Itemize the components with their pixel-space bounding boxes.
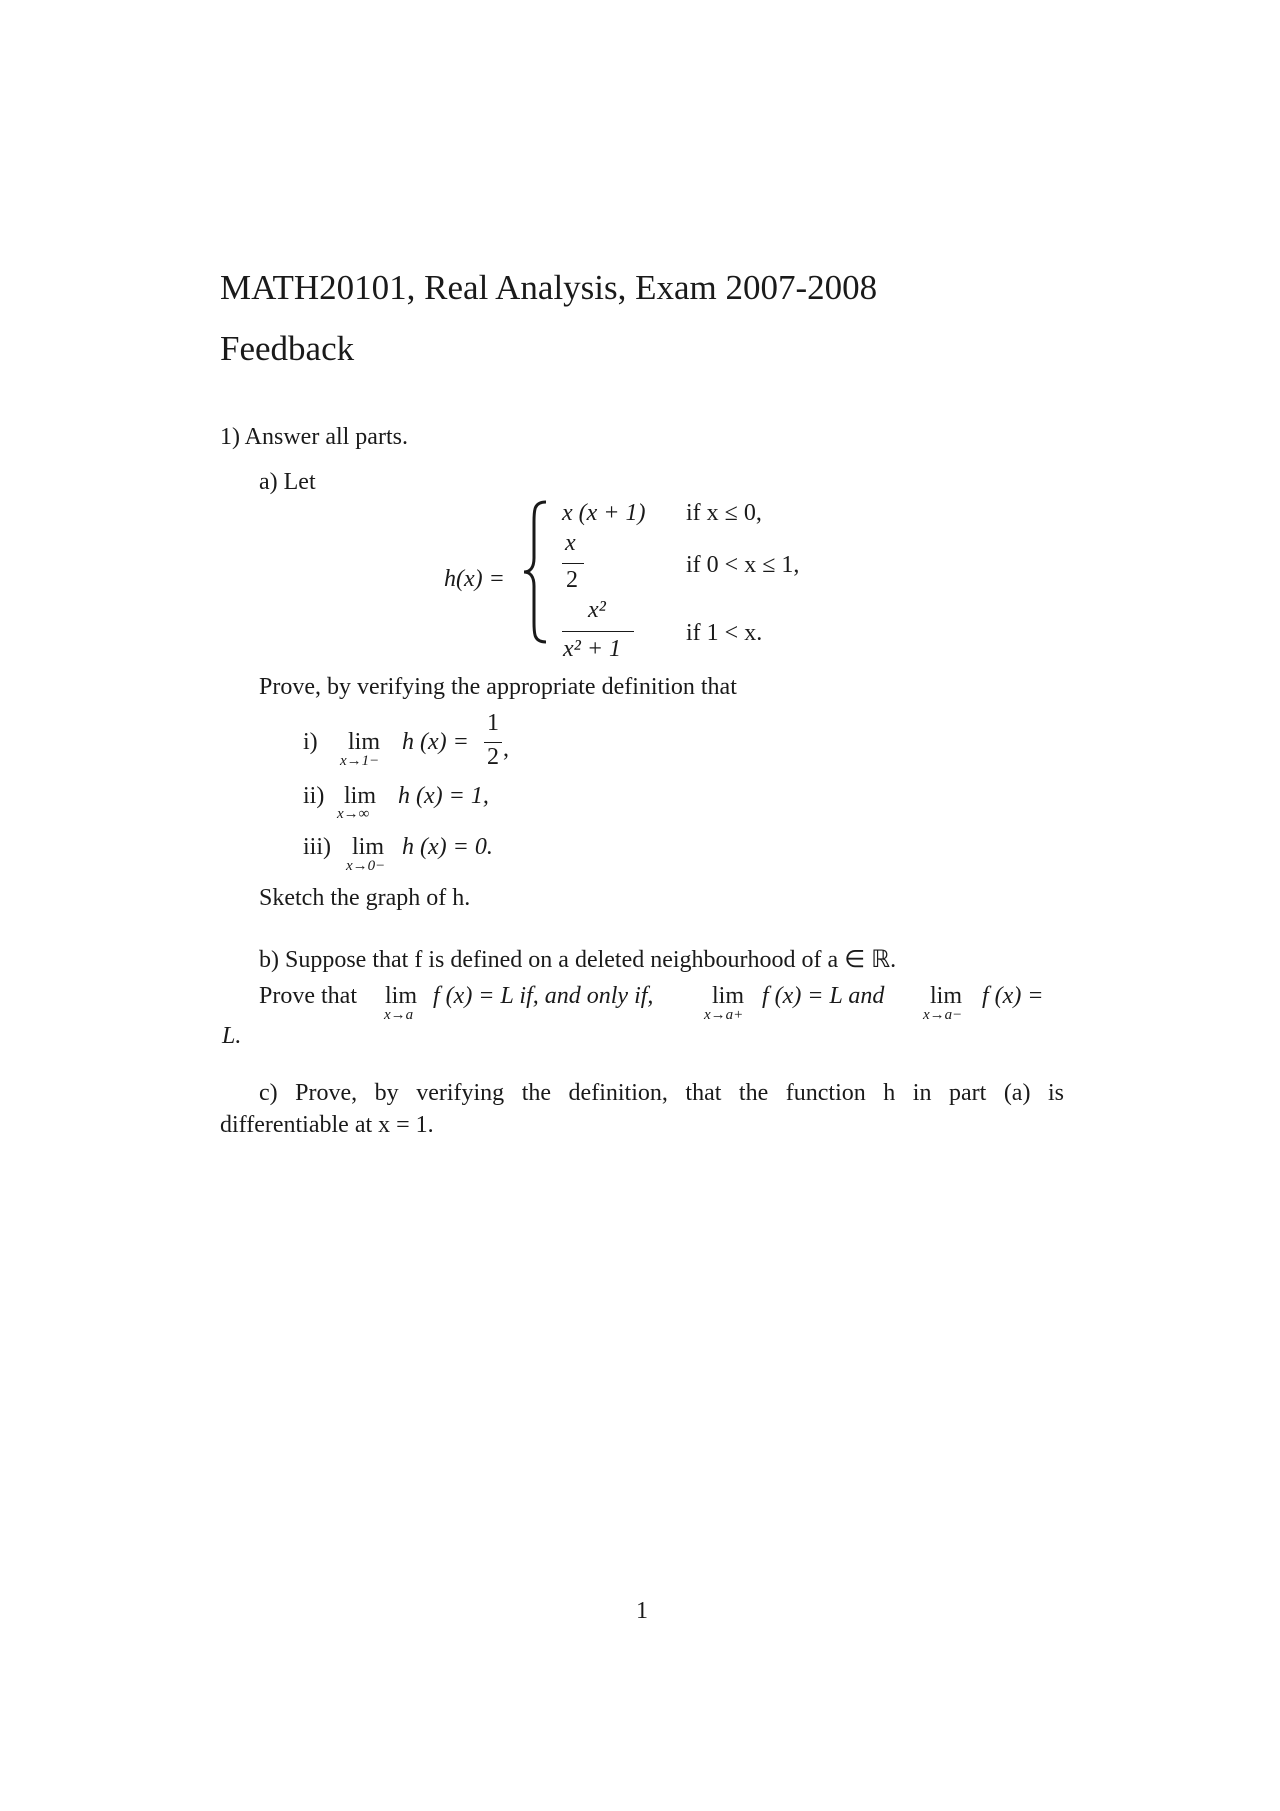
case-3-fraction-bar [562,631,634,632]
part-b-lim-1: lim [385,983,418,1009]
part-b-subscript-1: x→a [384,1007,414,1023]
case-2-denominator: 2 [566,567,578,593]
limit-iii-expression: h (x) = 0. [402,834,493,860]
limit-ii-label: ii) [303,783,325,809]
limit-i-expression: h (x) = [402,729,469,755]
case-3-condition: if 1 < x. [686,620,763,646]
part-b-line-3: L. [222,1023,242,1049]
limit-iii-lim: lim [352,834,385,860]
sketch-instruction: Sketch the graph of h. [259,885,471,911]
function-lhs: h(x) = [444,566,505,592]
limit-i-comma: , [503,736,509,762]
limit-i-rhs-denominator: 2 [487,744,499,770]
limit-iii-subscript: x→0− [346,858,386,874]
case-2-numerator: x [565,530,576,556]
part-b-lim-3: lim [930,983,963,1009]
part-b-line-1: b) Suppose that f is defined on a deleted neighbourhood of a ∈ ℝ. [259,947,897,973]
page-number: 1 [636,1598,648,1624]
case-1-expression: x (x + 1) [562,500,646,526]
page-title: MATH20101, Real Analysis, Exam 2007-2008 [220,268,878,307]
part-b-subscript-3: x→a− [923,1007,963,1023]
part-b-lim-2: lim [712,983,745,1009]
case-3-denominator: x² + 1 [563,636,622,662]
limit-iii-label: iii) [303,834,331,860]
limit-i-subscript: x→1− [340,753,380,769]
part-b-expression-2: f (x) = L and [762,983,885,1009]
part-b-expression-1: f (x) = L if, and only if, [433,983,654,1009]
part-b-subscript-2: x→a+ [704,1007,744,1023]
left-brace-icon [522,500,552,645]
page-subtitle: Feedback [220,329,355,368]
limit-i-label: i) [303,729,318,755]
case-1-condition: if x ≤ 0, [686,500,762,526]
part-b-prove-prefix: Prove that [259,983,357,1009]
limit-i-lim: lim [348,729,381,755]
case-2-fraction-bar [562,563,584,564]
part-c-line-1: c) Prove, by verifying the definition, that the function h in part (a) is [259,1080,1064,1106]
part-c-line-2: differentiable at x = 1. [220,1112,434,1138]
question-1-intro: 1) Answer all parts. [220,424,408,450]
prove-instruction: Prove, by verifying the appropriate definition that [259,674,737,700]
limit-ii-expression: h (x) = 1, [398,783,489,809]
case-2-condition: if 0 < x ≤ 1, [686,552,800,578]
part-b-expression-3: f (x) = [982,983,1044,1009]
limit-ii-lim: lim [344,783,377,809]
limit-i-rhs-numerator: 1 [487,710,499,736]
limit-ii-subscript: x→∞ [337,806,370,822]
part-a-label: a) Let [259,469,316,495]
case-3-numerator: x² [588,597,606,623]
